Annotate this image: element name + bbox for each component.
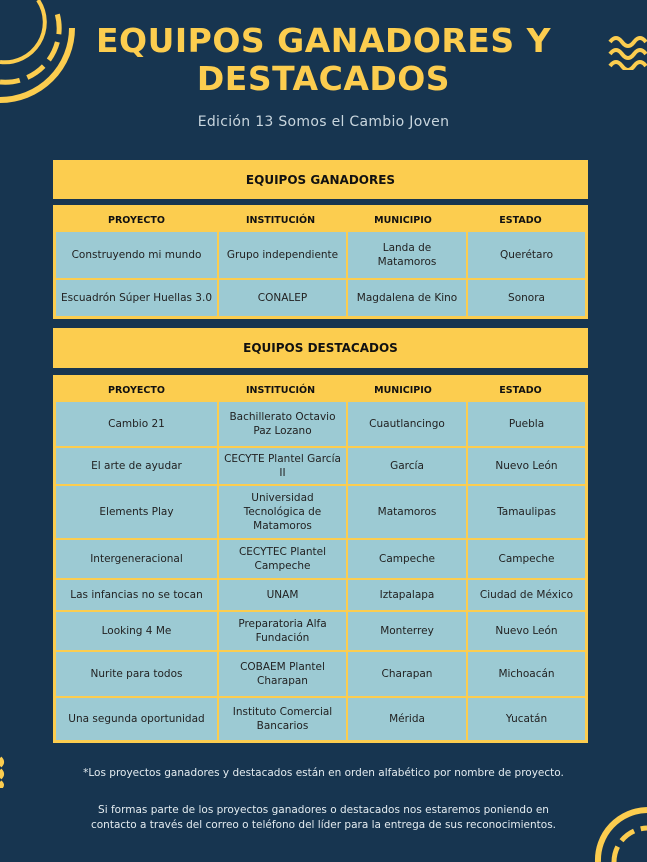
cell-municipio: Monterrey xyxy=(348,612,466,650)
cell-institucion: CECYTEC Plantel Campeche xyxy=(219,540,346,578)
page-title xyxy=(0,22,647,98)
table-row xyxy=(56,540,585,578)
cell-institucion: CONALEP xyxy=(219,280,346,316)
order-note: *Los proyectos ganadores y destacados están en orden alfabético por nombre de proyecto. xyxy=(83,767,564,779)
cell-institucion: Bachillerato Octavio Paz Lozano xyxy=(219,402,346,446)
contact-note xyxy=(0,803,647,833)
table-row xyxy=(56,232,585,278)
column-header-estado: ESTADO xyxy=(499,384,542,396)
table-row xyxy=(56,652,585,696)
cell-estado: Puebla xyxy=(468,402,585,446)
cell-institucion: COBAEM Plantel Charapan xyxy=(219,652,346,696)
destacados-heading: EQUIPOS DESTACADOS xyxy=(53,328,588,368)
table-row xyxy=(56,448,585,484)
cell-proyecto: Nurite para todos xyxy=(56,652,217,696)
table-row xyxy=(56,486,585,538)
cell-municipio: Mérida xyxy=(348,698,466,740)
cell-estado: Querétaro xyxy=(468,232,585,278)
cell-municipio: Charapan xyxy=(348,652,466,696)
cell-municipio: Campeche xyxy=(348,540,466,578)
cell-proyecto: Intergeneracional xyxy=(56,540,217,578)
cell-institucion: Universidad Tecnológica de Matamoros xyxy=(219,486,346,538)
cell-estado: Ciudad de México xyxy=(468,580,585,610)
cell-municipio: García xyxy=(348,448,466,484)
cell-municipio: Iztapalapa xyxy=(348,580,466,610)
table-row xyxy=(56,612,585,650)
destacados-table xyxy=(53,375,588,743)
cell-institucion: CECYTE Plantel García II xyxy=(219,448,346,484)
table-row xyxy=(56,580,585,610)
ganadores-header-row xyxy=(56,208,585,232)
cell-estado: Nuevo León xyxy=(468,612,585,650)
cell-estado: Nuevo León xyxy=(468,448,585,484)
contact-note-line-2: contacto a través del correo o teléfono del líder para la entrega de sus reconocimientos. xyxy=(90,819,557,831)
cell-proyecto: Escuadrón Súper Huellas 3.0 xyxy=(56,280,217,316)
cell-proyecto: Looking 4 Me xyxy=(56,612,217,650)
cell-estado: Michoacán xyxy=(468,652,585,696)
cell-proyecto: Construyendo mi mundo xyxy=(56,232,217,278)
cell-municipio: Landa de Matamoros xyxy=(348,232,466,278)
column-header-proyecto: PROYECTO xyxy=(108,214,165,226)
ganadores-table xyxy=(53,205,588,319)
cell-proyecto: Las infancias no se tocan xyxy=(56,580,217,610)
title-line-1: EQUIPOS GANADORES Y xyxy=(96,21,551,60)
cell-proyecto: Cambio 21 xyxy=(56,402,217,446)
cell-municipio: Matamoros xyxy=(348,486,466,538)
column-header-estado: ESTADO xyxy=(499,214,542,226)
cell-estado: Sonora xyxy=(468,280,585,316)
cell-institucion: Instituto Comercial Bancarios xyxy=(219,698,346,740)
destacados-rows xyxy=(56,402,585,740)
ganadores-rows xyxy=(56,232,585,316)
cell-proyecto: El arte de ayudar xyxy=(56,448,217,484)
cell-estado: Campeche xyxy=(468,540,585,578)
column-header-proyecto: PROYECTO xyxy=(108,384,165,396)
cell-institucion: Preparatoria Alfa Fundación xyxy=(219,612,346,650)
column-header-municipio: MUNICIPIO xyxy=(374,214,432,226)
cell-proyecto: Una segunda oportunidad xyxy=(56,698,217,740)
cell-estado: Tamaulipas xyxy=(468,486,585,538)
cell-estado: Yucatán xyxy=(468,698,585,740)
column-header-municipio: MUNICIPIO xyxy=(374,384,432,396)
table-row xyxy=(56,698,585,740)
cell-institucion: UNAM xyxy=(219,580,346,610)
column-header-institucion: INSTITUCIÓN xyxy=(245,384,316,396)
cell-proyecto: Elements Play xyxy=(56,486,217,538)
ganadores-heading: EQUIPOS GANADORES xyxy=(53,160,588,199)
column-header-institucion: INSTITUCIÓN xyxy=(245,214,316,226)
table-row xyxy=(56,402,585,446)
subtitle: Edición 13 Somos el Cambio Joven xyxy=(197,114,450,130)
cell-municipio: Cuautlancingo xyxy=(348,402,466,446)
cell-institucion: Grupo independiente xyxy=(219,232,346,278)
destacados-header-row xyxy=(56,378,585,402)
table-row xyxy=(56,280,585,316)
title-line-2: DESTACADOS xyxy=(196,59,451,98)
cell-municipio: Magdalena de Kino xyxy=(348,280,466,316)
contact-note-line-1: Si formas parte de los proyectos ganadores o destacados nos estaremos poniendo en xyxy=(98,804,549,816)
